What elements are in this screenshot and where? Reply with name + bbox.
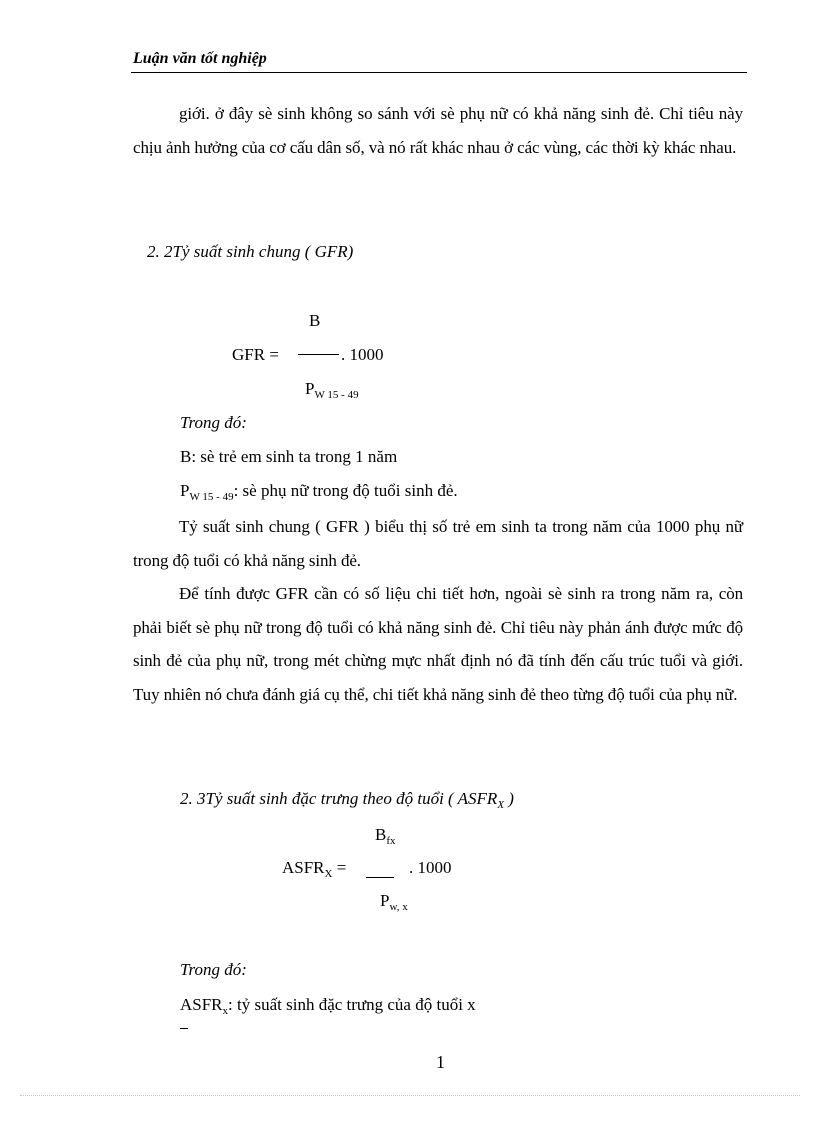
gfr-paragraph-1: Tỷ suất sinh chung ( GFR ) biểu thị số trẻ em sinh ta trong năm của 1000 phụ nữ trong độ tuổi có khả năng sinh đẻ.: [133, 517, 743, 570]
asfr-denominator: [380, 891, 408, 913]
asfr-lhs-main: ASFR: [282, 858, 325, 877]
gfr-where-label: Trong đó:: [180, 413, 247, 432]
header-rule: [131, 72, 747, 73]
asfr-def: [180, 995, 476, 1017]
gfr-lhs: GFR =: [232, 345, 279, 364]
gfr-numerator: B: [309, 311, 321, 330]
asfr-multiplier: . 1000: [409, 858, 452, 877]
asfr-heading-end: ): [504, 789, 514, 808]
section-heading-asfr: [180, 789, 514, 811]
gfr-paragraph-2: Để tính được GFR cần có số liệu chi tiết hơn, ngoài sè sinh ra trong năm ra, còn phải biết sè phụ nữ trong độ tuổi có khả năng sinh đẻ. Chỉ tiêu này phản ánh được mức độ sinh đẻ của phụ nữ, trong mét chừng mực nhất định nó đã tính đến cấu trúc tuổi và giới. Tuy nhiên nó chưa đánh giá cụ thể, chi tiết khả năng sinh đẻ theo từng độ tuổi của phụ nữ.: [133, 584, 743, 704]
gfr-def-p-main: P: [180, 481, 190, 500]
asfr-def-text: : tỷ suất sinh đặc trưng của độ tuổi x: [228, 995, 476, 1014]
asfr-def-sub: x: [222, 1005, 229, 1017]
asfr-numerator-sub: fx: [386, 835, 396, 847]
gfr-def-b: B: sè trẻ em sinh ta trong 1 năm: [180, 447, 398, 466]
asfr-lhs-sub: X: [324, 868, 333, 880]
asfr-heading-sub: X: [497, 799, 505, 811]
asfr-denominator-sub: w, x: [389, 901, 408, 913]
gfr-denominator-sub: W 15 - 49: [314, 389, 359, 401]
asfr-denominator-main: P: [380, 891, 390, 910]
gfr-def-p-text: : sè phụ nữ trong độ tuổi sinh đẻ.: [233, 481, 458, 500]
gfr-fraction-bar: [298, 354, 339, 355]
section-heading-gfr: 2. 2Tỷ suất sinh chung ( GFR): [147, 242, 354, 261]
gfr-def-p: [180, 481, 458, 503]
intro-paragraph: giới. ở đây sè sinh không so sánh với sè phụ nữ có khả năng sinh đẻ. Chỉ tiêu này chịu ảnh hưởng của cơ cấu dân số, và nó rất khác nhau ở các vùng, các thời kỳ khác nhau.: [133, 104, 743, 157]
asfr-numerator-main: B: [375, 825, 387, 844]
gfr-denominator-main: P: [305, 379, 315, 398]
asfr-lhs-eq: =: [332, 858, 347, 877]
gfr-denominator: [305, 379, 359, 401]
gfr-multiplier: . 1000: [341, 345, 384, 364]
asfr-def-main: ASFR: [180, 995, 223, 1014]
asfr-numerator: [375, 825, 396, 847]
asfr-fraction-bar: [366, 877, 394, 878]
overbar-mark: [180, 1028, 188, 1029]
asfr-lhs: [282, 858, 346, 880]
asfr-where-label: Trong đó:: [180, 960, 247, 979]
asfr-heading-main: 2. 3Tỷ suất sinh đặc trưng theo độ tuổi ( ASFR: [180, 789, 498, 808]
gfr-def-p-sub: W 15 - 49: [189, 491, 234, 503]
page-number: 1: [436, 1052, 445, 1072]
footer-dotted-rule: [20, 1095, 800, 1096]
running-header: Luận văn tốt nghiệp: [133, 50, 267, 67]
